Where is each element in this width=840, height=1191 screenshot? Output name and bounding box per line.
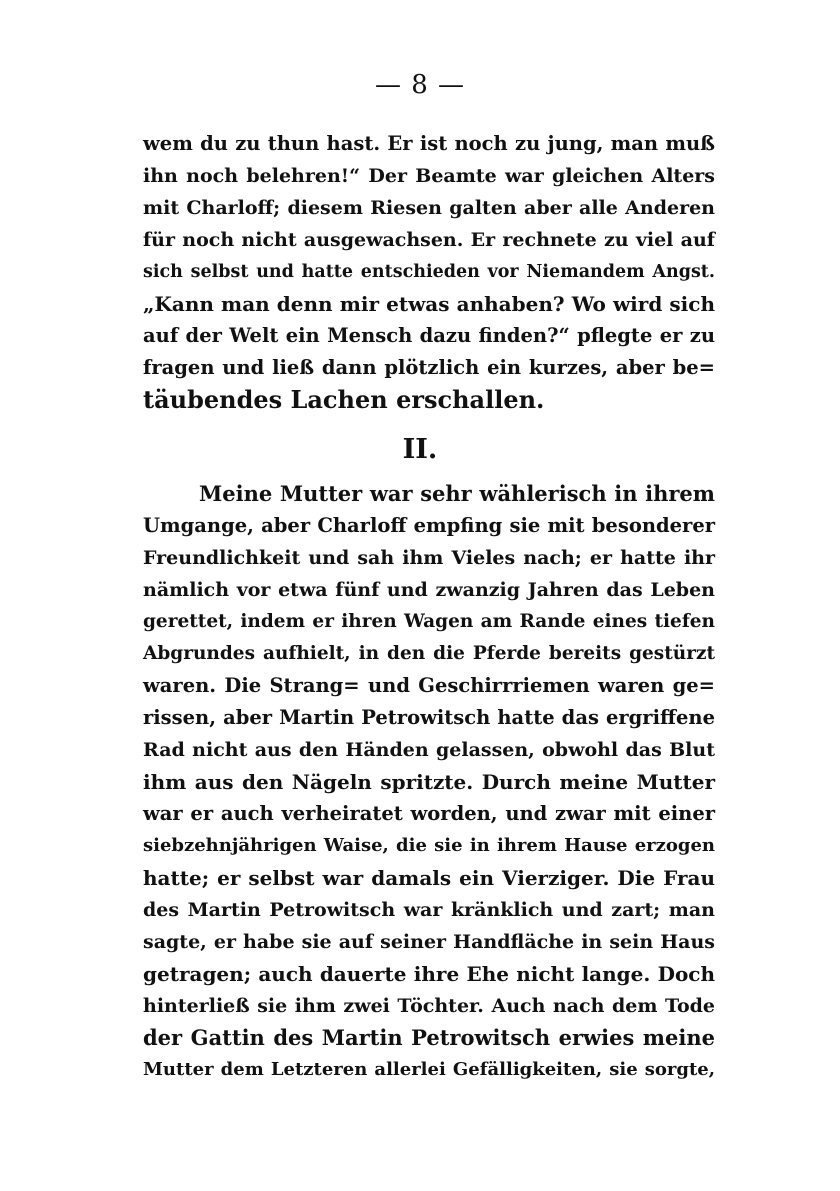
- paragraph-2-line: hinterließ sie ihm zwei Töchter. Auch nach dem Tode: [143, 995, 715, 1017]
- paragraph-1-line: wem du zu thun hast. Er ist noch zu jung, man muß: [143, 132, 715, 155]
- paragraph-1-line: auf der Welt ein Mensch dazu finden?“ pflegte er zu: [143, 324, 715, 347]
- paragraph-2-line: getragen; auch dauerte ihre Ehe nicht lange. Doch: [143, 962, 715, 986]
- paragraph-2-line: Rad nicht aus den Händen gelassen, obwohl das Blut: [143, 739, 715, 761]
- page-number: — 8 —: [374, 70, 466, 100]
- paragraph-2-line: Umgange, aber Charloff empfing sie mit besonderer: [143, 514, 715, 537]
- paragraph-2-line: rissen, aber Martin Petrowitsch hatte das ergriffene: [143, 706, 715, 729]
- paragraph-2-line: waren. Die Strang= und Geschirrriemen waren ge=: [143, 674, 715, 697]
- paragraph-2-line: hatte; er selbst war damals ein Vierziger. Die Frau: [143, 866, 715, 890]
- paragraph-2-line: nämlich vor etwa fünf und zwanzig Jahren das Leben: [143, 579, 715, 601]
- paragraph-2: [143, 478, 715, 1086]
- paragraph-1-line: täubendes Lachen erschallen.: [143, 385, 545, 414]
- paragraph-2-line: ihm aus den Nägeln spritzte. Durch meine Mutter: [143, 770, 715, 794]
- paragraph-1: [143, 128, 715, 416]
- paragraph-2-line: war er auch verheiratet worden, und zwar mit einer: [143, 802, 715, 825]
- paragraph-2-line: Freundlichkeit und sah ihm Vieles nach; er hatte ihr: [143, 547, 715, 569]
- paragraph-1-line: sich selbst und hatte entschieden vor Niemandem Angst.: [143, 262, 715, 282]
- paragraph-2-line: sagte, er habe sie auf seiner Handfläche in sein Haus: [143, 931, 715, 953]
- paragraph-1-line: mit Charloff; diesem Riesen galten aber alle Anderen: [143, 197, 715, 219]
- paragraph-1-line: für noch nicht ausgewachsen. Er rechnete zu viel auf: [143, 229, 715, 251]
- paragraph-2-line: des Martin Petrowitsch war kränklich und zart; man: [143, 899, 715, 921]
- paragraph-2-line: siebzehnjährigen Waise, die sie in ihrem Hause erzogen: [143, 835, 715, 856]
- paragraph-2-line: gerettet, indem er ihren Wagen am Rande eines tiefen: [143, 611, 715, 632]
- paragraph-2-line: Mutter dem Letzteren allerlei Gefälligkeiten, sie sorgte,: [143, 1059, 715, 1080]
- paragraph-2-line: Meine Mutter war sehr wählerisch in ihrem: [199, 481, 715, 506]
- paragraph-2-line: der Gattin des Martin Petrowitsch erwies meine: [143, 1025, 715, 1050]
- section-heading: II.: [402, 434, 438, 465]
- paragraph-1-line: fragen und ließ dann plötzlich ein kurzes, aber be=: [143, 356, 715, 379]
- paragraph-1-line: ihn noch belehren!“ Der Beamte war gleichen Alters: [143, 165, 715, 187]
- paragraph-2-line: Abgrundes aufhielt, in den die Pferde bereits gestürzt: [143, 643, 715, 664]
- paragraph-1-line: „Kann man denn mir etwas anhaben? Wo wird sich: [143, 292, 715, 316]
